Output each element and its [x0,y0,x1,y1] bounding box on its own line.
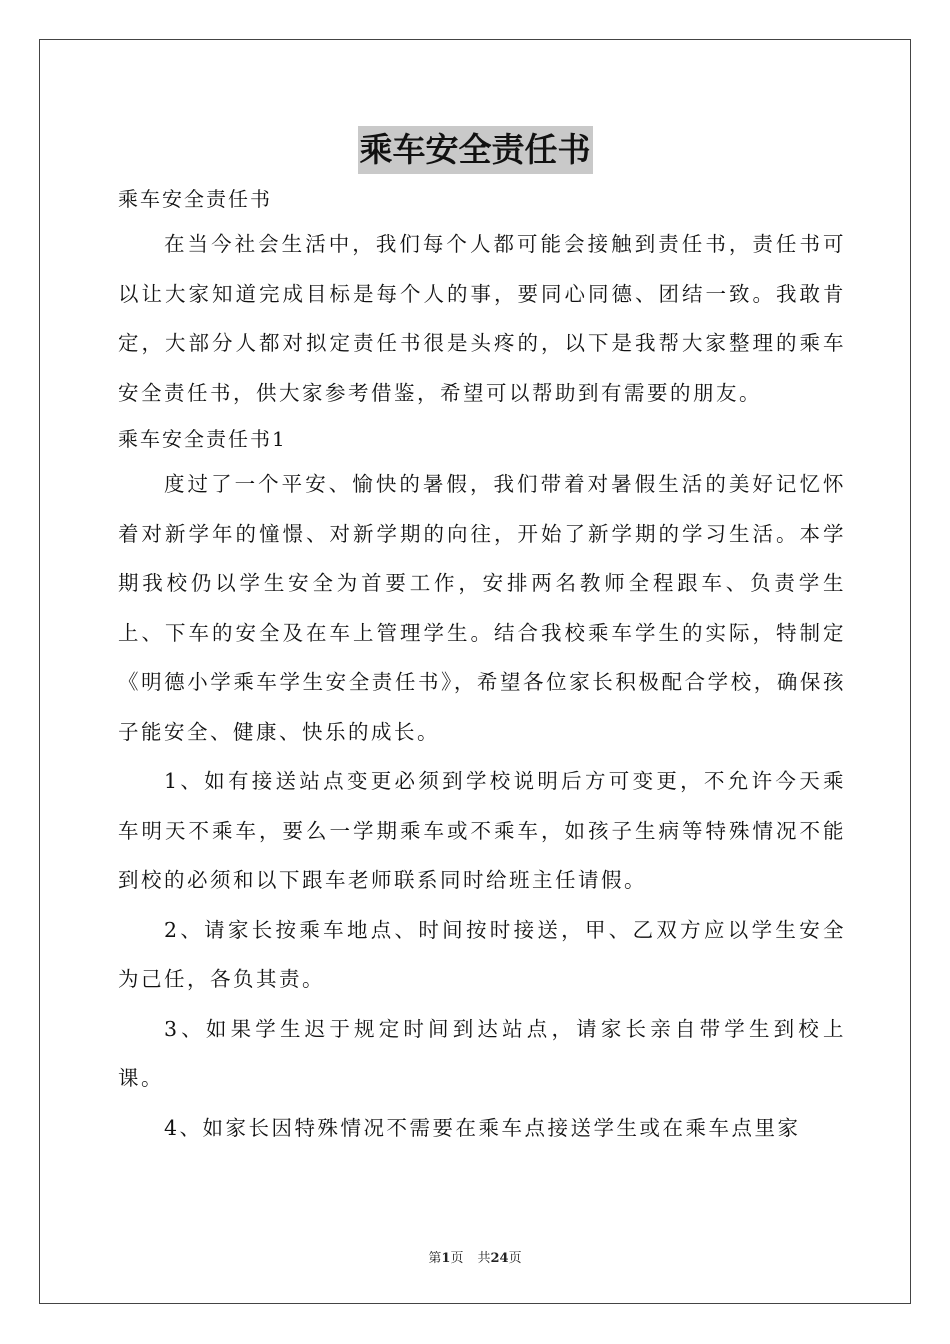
document-subtitle: 乘车安全责任书 [118,187,272,211]
page-suffix: 页 [450,1251,464,1266]
clause-1-paragraph: 1、如有接送站点变更必须到学校说明后方可变更，不允许今天乘车明天不乘车，要么一学期乘车或不乘车，如孩子生病等特殊情况不能到校的必须和以下跟车老师联系同时给班主任请假。 [118,769,846,892]
clause-2-paragraph: 2、请家长按乘车地点、时间按时接送，甲、乙双方应以学生安全为己任，各负其责。 [118,917,846,991]
page-number: 1 [441,1251,451,1266]
body-paragraph: 度过了一个平安、愉快的暑假，我们带着对暑假生活的美好记忆怀着对新学年的憧憬、对新学期的向往，开始了新学期的学习生活。本学期我校仍以学生安全为首要工作，安排两名教师全程跟车、负责学生上、下车的安全及在车上管理学生。结合我校乘车学生的实际，特制定《明德小学乘车学生安全责任书》，希望各位家长积极配合学校，确保孩子能安全、健康、快乐的成长。 [118,472,846,744]
clause-4-paragraph: 4、如家长因特殊情况不需要在乘车点接送学生或在乘车点里家 [164,1115,801,1140]
page-footer [0,1247,950,1266]
page-prefix: 第 [428,1251,442,1266]
document-title: 乘车安全责任书 [358,126,593,174]
title-container [0,126,950,174]
total-prefix: 共 [477,1251,491,1266]
total-pages: 24 [490,1251,509,1266]
section-heading: 乘车安全责任书1 [118,427,287,451]
total-suffix: 页 [508,1251,522,1266]
clause-3-paragraph: 3、如果学生迟于规定时间到达站点，请家长亲自带学生到校上课。 [118,1016,846,1090]
intro-paragraph: 在当今社会生活中，我们每个人都可能会接触到责任书，责任书可以让大家知道完成目标是每个人的事，要同心同德、团结一致。我敢肯定，大部分人都对拟定责任书很是头疼的，以下是我帮大家整理的乘车安全责任书，供大家参考借鉴，希望可以帮助到有需要的朋友。 [118,232,846,405]
document-body [118,178,846,1153]
